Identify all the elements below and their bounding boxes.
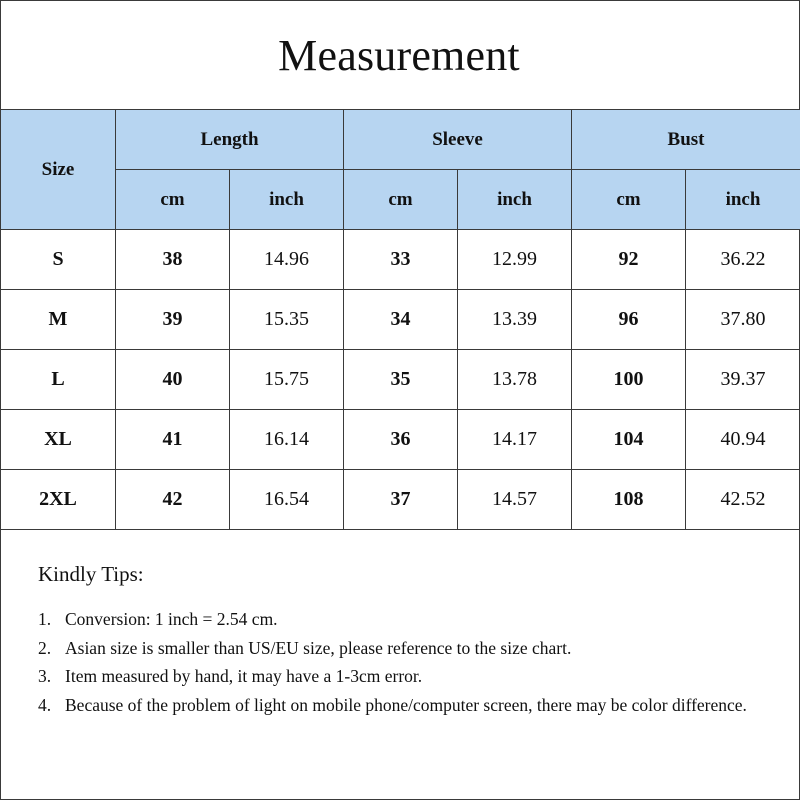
length-cm-cell: 38 [116, 230, 230, 290]
size-cell: 2XL [1, 470, 116, 530]
sleeve-header: Sleeve [344, 110, 572, 170]
bust-inch-cell: 42.52 [686, 470, 800, 530]
list-item [38, 634, 778, 663]
list-item [38, 605, 778, 634]
size-cell: S [1, 230, 116, 290]
sleeve-inch-cell: 13.78 [458, 350, 572, 410]
size-cell: M [1, 290, 116, 350]
bust-cm-cell: 92 [572, 230, 686, 290]
bust-inch-header: inch [686, 170, 800, 230]
table-row [1, 290, 800, 350]
bust-inch-cell: 39.37 [686, 350, 800, 410]
bust-cm-cell: 96 [572, 290, 686, 350]
bust-cm-cell: 104 [572, 410, 686, 470]
sleeve-cm-cell: 36 [344, 410, 458, 470]
list-item-text: Asian size is smaller than US/EU size, please reference to the size chart. [65, 637, 572, 658]
length-inch-cell: 14.96 [230, 230, 344, 290]
list-item-number: 4. [38, 694, 52, 715]
list-item-text: Item measured by hand, it may have a 1-3cm error. [65, 666, 423, 686]
length-inch-cell: 15.75 [230, 350, 344, 410]
length-cm-cell: 42 [116, 470, 230, 530]
list-item [38, 691, 778, 720]
list-item [38, 662, 778, 691]
bust-inch-cell: 40.94 [686, 410, 800, 470]
length-header: Length [116, 110, 344, 170]
tips-title: Kindly Tips: [38, 562, 144, 586]
bust-inch-cell: 37.80 [686, 290, 800, 350]
length-inch-cell: 15.35 [230, 290, 344, 350]
sleeve-cm-cell: 35 [344, 350, 458, 410]
sleeve-cm-header: cm [344, 170, 458, 230]
size-cell: XL [1, 410, 116, 470]
sleeve-inch-cell: 12.99 [458, 230, 572, 290]
size-header: Size [1, 110, 116, 230]
page-title: Measurement [278, 30, 520, 80]
sleeve-cm-cell: 34 [344, 290, 458, 350]
sleeve-cm-cell: 37 [344, 470, 458, 530]
table-row [1, 350, 800, 410]
length-cm-cell: 39 [116, 290, 230, 350]
size-table [0, 109, 800, 530]
bust-header: Bust [572, 110, 800, 170]
length-inch-cell: 16.14 [230, 410, 344, 470]
list-item-number: 2. [38, 637, 52, 658]
list-item-text: Conversion: 1 inch = 2.54 cm. [65, 609, 278, 629]
sleeve-inch-header: inch [458, 170, 572, 230]
length-cm-cell: 40 [116, 350, 230, 410]
list-item-number: 1. [38, 609, 52, 629]
sleeve-inch-cell: 14.17 [458, 410, 572, 470]
length-cm-cell: 41 [116, 410, 230, 470]
length-inch-cell: 16.54 [230, 470, 344, 530]
length-cm-header: cm [116, 170, 230, 230]
list-item-number: 3. [38, 666, 52, 686]
sleeve-inch-cell: 14.57 [458, 470, 572, 530]
table-row [1, 410, 800, 470]
table-row [1, 470, 800, 530]
sleeve-cm-cell: 33 [344, 230, 458, 290]
table-row [1, 230, 800, 290]
bust-cm-cell: 100 [572, 350, 686, 410]
length-inch-header: inch [230, 170, 344, 230]
tips-list [38, 605, 778, 719]
list-item-text: Because of the problem of light on mobile phone/computer screen, there may be color difference. [65, 694, 747, 715]
bust-cm-cell: 108 [572, 470, 686, 530]
sleeve-inch-cell: 13.39 [458, 290, 572, 350]
bust-cm-header: cm [572, 170, 686, 230]
bust-inch-cell: 36.22 [686, 230, 800, 290]
tips-section [38, 562, 778, 719]
size-cell: L [1, 350, 116, 410]
